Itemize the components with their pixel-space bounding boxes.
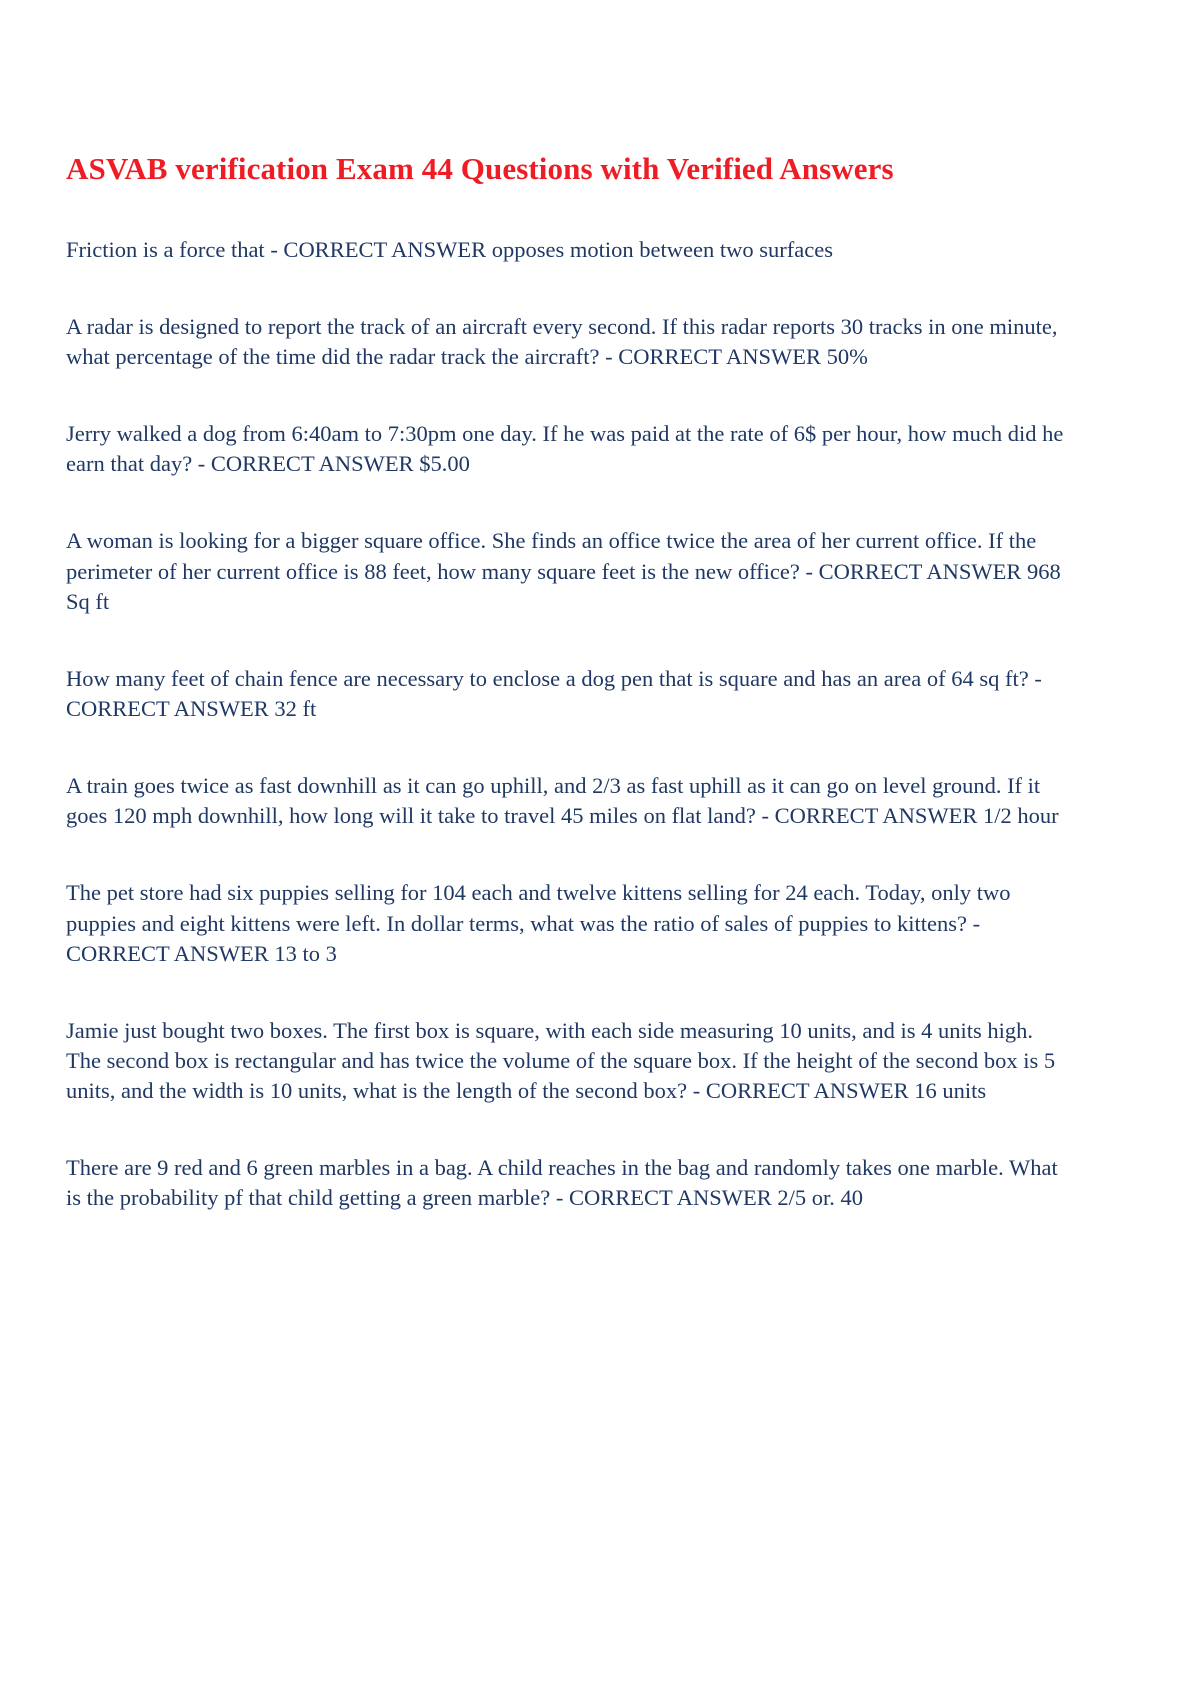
qa-item: There are 9 red and 6 green marbles in a bag. A child reaches in the bag and randomly takes one marble. What is the probability pf that child getting a green marble? - CORRECT ANSWER 2/5 or. 40 [66,1155,1058,1211]
qa-item: A train goes twice as fast downhill as it can go uphill, and 2/3 as fast uphill as it can go on level ground. If it goes 120 mph downhill, how long will it take to travel 45 miles on flat land? - CORRECT ANSWER 1/2 hour [66,773,1059,829]
qa-item: The pet store had six puppies selling for 104 each and twelve kittens selling for 24 each. Today, only two puppies and eight kittens were left. In dollar terms, what was the ratio of sales of puppies to kittens? - CORRECT ANSWER 13 to 3 [66,880,1011,966]
qa-item: How many feet of chain fence are necessary to enclose a dog pen that is square and has an area of 64 sq ft? - CORRECT ANSWER 32 ft [66,665,1042,722]
qa-item: A woman is looking for a bigger square office. She finds an office twice the area of her current office. If the perimeter of her current office is 88 feet, how many square feet is the new office? - CORRECT ANSWER 968 Sq ft [66,528,1061,614]
qa-item: Friction is a force that - CORRECT ANSWER opposes motion between two surfaces [66,236,833,262]
page-title: ASVAB verification Exam 44 Questions with Verified Answers [66,151,894,186]
qa-item: Jamie just bought two boxes. The first box is square, with each side measuring 10 units, and is 4 units high. The second box is rectangular and has twice the volume of the square box. If the height of the second box is 5 units, and the width is 10 units, what is the length of the second box? - CORRECT ANSWER 16 units [66,1017,1056,1104]
qa-list [66,235,1071,1214]
qa-item: A radar is designed to report the track of an aircraft every second. If this radar reports 30 tracks in one minute, what percentage of the time did the radar track the aircraft? - CORRECT ANSWER 50% [66,313,1058,370]
qa-item: Jerry walked a dog from 6:40am to 7:30pm one day. If he was paid at the rate of 6$ per hour, how much did he earn that day? - CORRECT ANSWER $5.00 [66,421,1064,477]
